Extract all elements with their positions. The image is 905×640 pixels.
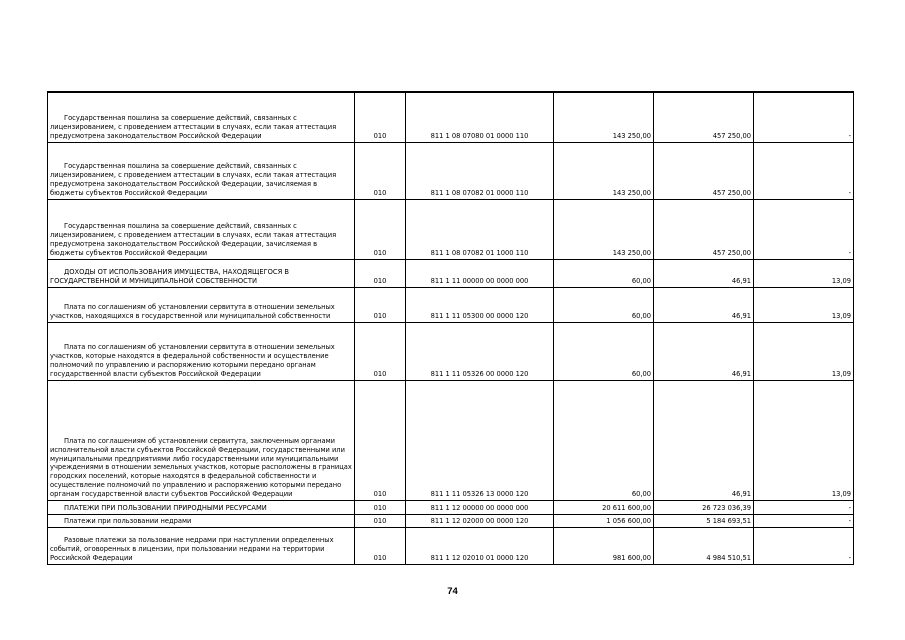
row-name-cell: Плата по соглашениям об установлении сервитута в отношении земельных участков, которые находятся в федеральной собственности и осуществление полномочий по управлению и распоряжению которыми передано органам государственной власти субъектов Российской Федерации — [48, 322, 355, 380]
table-row — [48, 92, 854, 142]
row-line-code-cell: 010 — [355, 322, 406, 380]
table-row — [48, 142, 854, 199]
row-approved-cell: 60,00 — [554, 259, 654, 287]
row-budget-code-cell: 811 1 12 02010 01 0000 120 — [406, 527, 554, 564]
row-approved-cell: 143 250,00 — [554, 142, 654, 199]
table-row — [48, 527, 854, 564]
row-approved-cell: 143 250,00 — [554, 199, 654, 259]
table-row — [48, 287, 854, 322]
row-line-code-cell: 010 — [355, 142, 406, 199]
row-name-cell: ДОХОДЫ ОТ ИСПОЛЬЗОВАНИЯ ИМУЩЕСТВА, НАХОДЯЩЕГОСЯ В ГОСУДАРСТВЕННОЙ И МУНИЦИПАЛЬНОЙ СОБСТВЕННОСТИ — [48, 259, 355, 287]
row-budget-code-cell: 811 1 12 00000 00 0000 000 — [406, 500, 554, 514]
row-name-cell: Государственная пошлина за совершение действий, связанных с лицензированием, с проведением аттестации в случаях, если такая аттестация предусмотрена законодательством Российской Федерации, зачисляемая в бюджеты субъектов Российской Федерации — [48, 142, 355, 199]
row-budget-code-cell: 811 1 11 00000 00 0000 000 — [406, 259, 554, 287]
row-executed-cell: 46,91 — [654, 259, 754, 287]
row-line-code-cell: 010 — [355, 199, 406, 259]
row-executed-cell: 46,91 — [654, 287, 754, 322]
row-budget-code-cell: 811 1 08 07080 01 0000 110 — [406, 92, 554, 142]
row-name-cell: ПЛАТЕЖИ ПРИ ПОЛЬЗОВАНИИ ПРИРОДНЫМИ РЕСУРСАМИ — [48, 500, 355, 514]
revenue-table — [47, 91, 854, 565]
row-unexecuted-cell: 13,09 — [754, 287, 854, 322]
row-unexecuted-cell: - — [754, 527, 854, 564]
row-executed-cell: 457 250,00 — [654, 142, 754, 199]
table-row — [48, 500, 854, 514]
row-line-code-cell: 010 — [355, 500, 406, 514]
row-approved-cell: 20 611 600,00 — [554, 500, 654, 514]
row-budget-code-cell: 811 1 11 05326 13 0000 120 — [406, 380, 554, 500]
row-name-cell: Разовые платежи за пользование недрами при наступлении определенных событий, оговоренных в лицензии, при пользовании недрами на территории Российской Федерации — [48, 527, 355, 564]
row-budget-code-cell: 811 1 12 02000 00 0000 120 — [406, 514, 554, 527]
row-approved-cell: 60,00 — [554, 322, 654, 380]
table-row — [48, 380, 854, 500]
row-executed-cell: 46,91 — [654, 322, 754, 380]
row-budget-code-cell: 811 1 08 07082 01 0000 110 — [406, 142, 554, 199]
row-approved-cell: 143 250,00 — [554, 92, 654, 142]
row-approved-cell: 1 056 600,00 — [554, 514, 654, 527]
row-line-code-cell: 010 — [355, 287, 406, 322]
row-approved-cell: 981 600,00 — [554, 527, 654, 564]
row-line-code-cell: 010 — [355, 527, 406, 564]
row-executed-cell: 26 723 036,39 — [654, 500, 754, 514]
row-line-code-cell: 010 — [355, 259, 406, 287]
row-line-code-cell: 010 — [355, 92, 406, 142]
row-unexecuted-cell: - — [754, 142, 854, 199]
row-unexecuted-cell: 13,09 — [754, 322, 854, 380]
row-budget-code-cell: 811 1 08 07082 01 1000 110 — [406, 199, 554, 259]
row-name-cell: Плата по соглашениям об установлении сервитута, заключенным органами исполнительной власти субъектов Российской Федерации, государственными или муниципальными предприятиями либо государственными или муниципальными учреждениями в отношении земельных участков, которые расположены в границах городских поселений, которые находятся в федеральной собственности и осуществление полномочий по управлению и распоряжению которыми передано органам государственной власти субъектов Российской Федерации — [48, 380, 355, 500]
table-body — [48, 92, 854, 564]
table-row — [48, 514, 854, 527]
row-approved-cell: 60,00 — [554, 380, 654, 500]
row-line-code-cell: 010 — [355, 380, 406, 500]
row-name-cell: Государственная пошлина за совершение действий, связанных с лицензированием, с проведением аттестации в случаях, если такая аттестация предусмотрена законодательством Российской Федерации — [48, 92, 355, 142]
table-row — [48, 322, 854, 380]
row-unexecuted-cell: - — [754, 199, 854, 259]
row-executed-cell: 457 250,00 — [654, 92, 754, 142]
row-line-code-cell: 010 — [355, 514, 406, 527]
row-unexecuted-cell: - — [754, 514, 854, 527]
row-budget-code-cell: 811 1 11 05300 00 0000 120 — [406, 287, 554, 322]
row-executed-cell: 4 984 510,51 — [654, 527, 754, 564]
row-budget-code-cell: 811 1 11 05326 00 0000 120 — [406, 322, 554, 380]
row-name-cell: Государственная пошлина за совершение действий, связанных с лицензированием, с проведением аттестации в случаях, если такая аттестация предусмотрена законодательством Российской Федерации, зачисляемая в бюджеты субъектов Российской Федерации — [48, 199, 355, 259]
table-row — [48, 259, 854, 287]
row-executed-cell: 457 250,00 — [654, 199, 754, 259]
row-unexecuted-cell: - — [754, 500, 854, 514]
row-unexecuted-cell: - — [754, 92, 854, 142]
row-executed-cell: 5 184 693,51 — [654, 514, 754, 527]
row-name-cell: Платежи при пользовании недрами — [48, 514, 355, 527]
page-number: 74 — [447, 586, 458, 597]
row-name-cell: Плата по соглашениям об установлении сервитута в отношении земельных участков, находящихся в государственной или муниципальной собственности — [48, 287, 355, 322]
row-approved-cell: 60,00 — [554, 287, 654, 322]
row-unexecuted-cell: 13,09 — [754, 259, 854, 287]
row-executed-cell: 46,91 — [654, 380, 754, 500]
table-row — [48, 199, 854, 259]
row-unexecuted-cell: 13,09 — [754, 380, 854, 500]
